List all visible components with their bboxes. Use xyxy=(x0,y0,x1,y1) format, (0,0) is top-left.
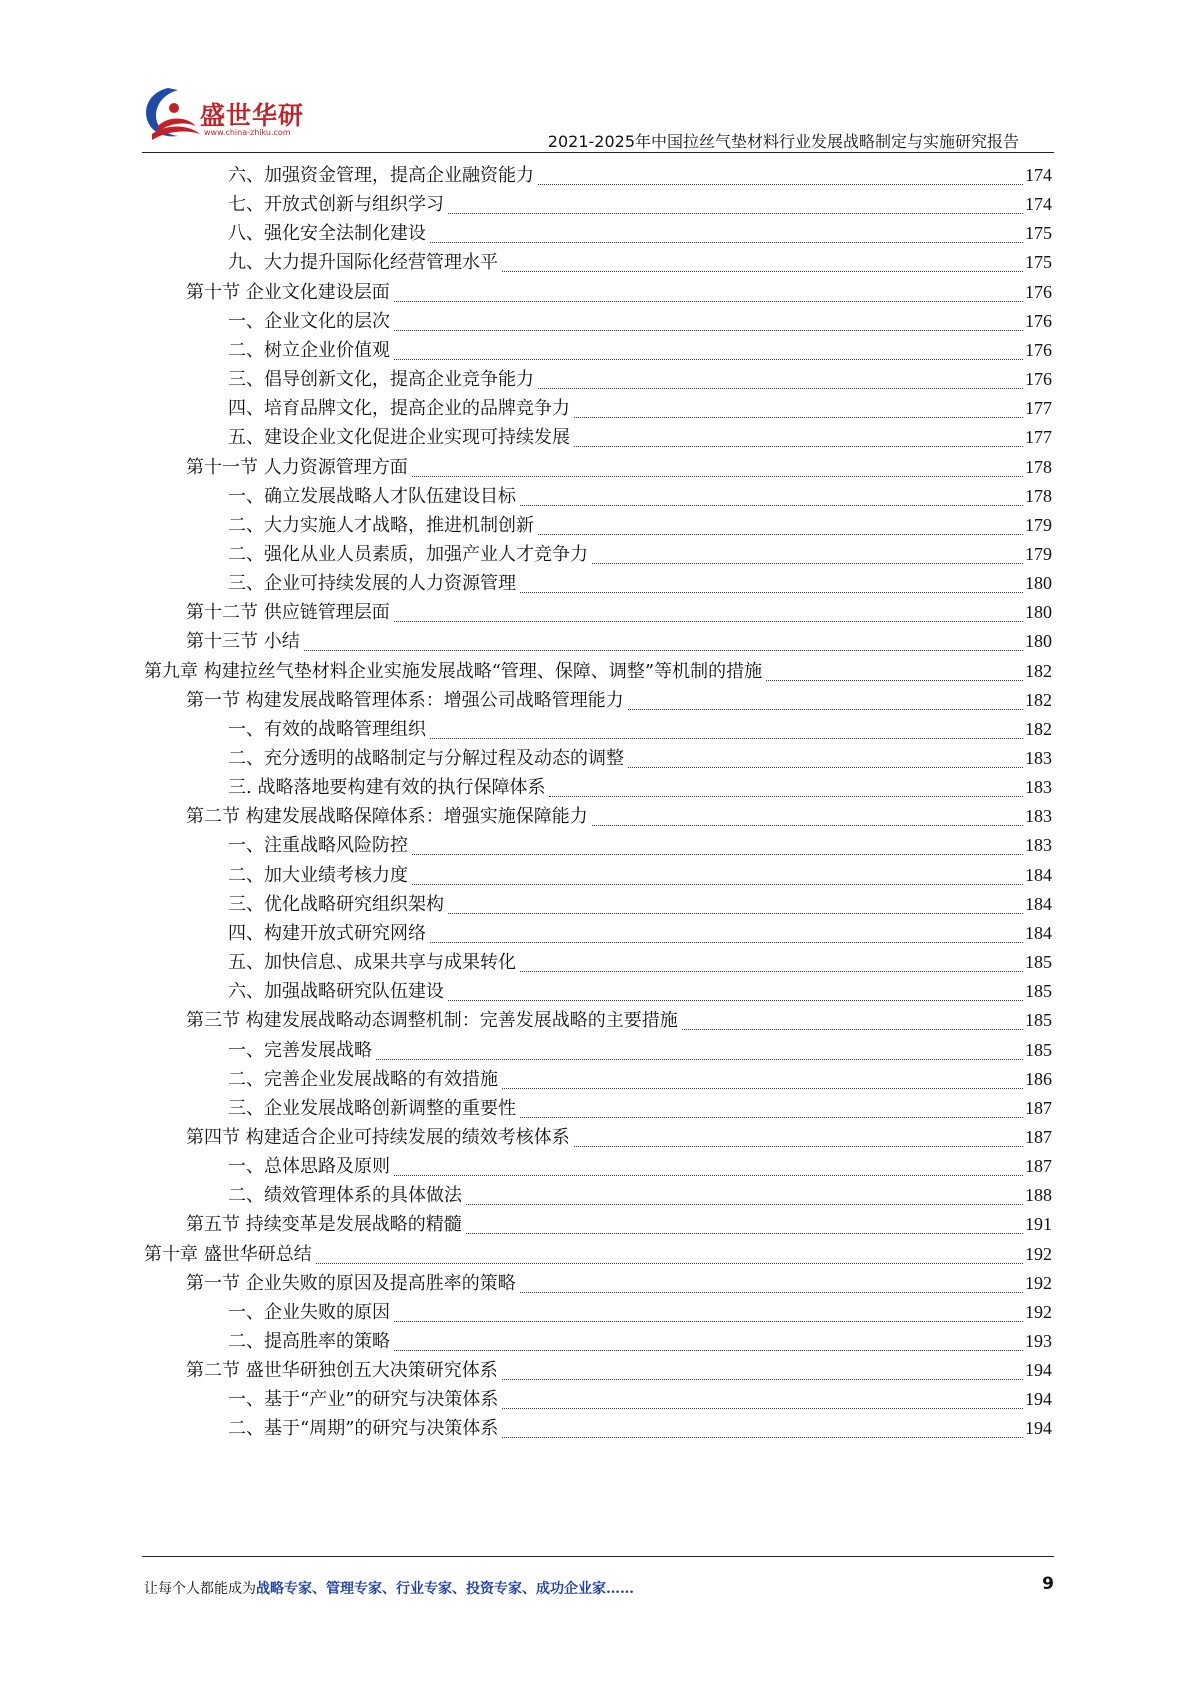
toc-dot-leader xyxy=(592,562,1023,564)
toc-dot-leader xyxy=(574,416,1023,418)
toc-dot-leader xyxy=(502,270,1023,272)
toc-entry-page: 183 xyxy=(1025,748,1052,768)
toc-entry[interactable] xyxy=(228,218,1052,249)
toc-entry[interactable] xyxy=(228,335,1052,366)
toc-entry-label: 第五节 持续变革是发展战略的精髓 xyxy=(186,1214,462,1236)
toc-entry-label: 四、构建开放式研究网络 xyxy=(228,922,426,944)
toc-entry[interactable] xyxy=(228,889,1052,920)
toc-entry[interactable] xyxy=(228,422,1052,453)
toc-entry[interactable] xyxy=(186,452,1052,483)
toc-dot-leader xyxy=(394,358,1023,360)
toc-dot-leader xyxy=(502,1087,1023,1089)
toc-entry-page: 192 xyxy=(1025,1301,1052,1322)
toc-entry[interactable] xyxy=(228,364,1052,395)
toc-entry-label: 三、企业发展战略创新调整的重要性 xyxy=(228,1097,516,1119)
toc-dot-leader xyxy=(466,1232,1023,1234)
toc-dot-leader xyxy=(316,1262,1023,1264)
toc-dot-leader xyxy=(394,300,1023,302)
toc-entry[interactable] xyxy=(186,1209,1052,1240)
toc-entry[interactable] xyxy=(228,1093,1052,1124)
toc-entry-label: 二、完善企业发展战略的有效措施 xyxy=(228,1068,498,1090)
toc-entry-page: 175 xyxy=(1025,252,1052,273)
toc-entry-label: 第十三节 小结 xyxy=(186,631,300,653)
toc-entry[interactable] xyxy=(228,1297,1052,1328)
toc-dot-leader xyxy=(682,1028,1023,1030)
toc-entry[interactable] xyxy=(228,568,1052,599)
toc-dot-leader xyxy=(520,504,1023,506)
toc-entry-label: 三、优化战略研究组织架构 xyxy=(228,893,444,915)
toc-dot-leader xyxy=(538,387,1023,389)
toc-entry[interactable] xyxy=(144,1239,1052,1270)
toc-dot-leader xyxy=(466,1203,1023,1205)
toc-dot-leader xyxy=(412,475,1023,477)
toc-entry-label: 二、大力实施人才战略，推进机制创新 xyxy=(228,514,534,536)
toc-entry[interactable] xyxy=(228,976,1052,1007)
toc-entry-label: 二、加大业绩考核力度 xyxy=(228,864,408,886)
toc-entry-page: 182 xyxy=(1025,660,1052,681)
toc-entry-page: 184 xyxy=(1025,922,1052,943)
toc-dot-leader xyxy=(520,1116,1023,1118)
logo-text: 盛世华研 xyxy=(200,101,305,130)
toc-entry-label: 三、企业可持续发展的人力资源管理 xyxy=(228,573,516,595)
toc-entry-page: 194 xyxy=(1025,1418,1052,1439)
toc-dot-leader xyxy=(304,649,1023,651)
toc-dot-leader xyxy=(430,941,1023,943)
toc-entry-label: 五、加快信息、成果共享与成果转化 xyxy=(228,952,516,974)
toc-entry-page: 187 xyxy=(1025,1126,1052,1147)
toc-entry-label: 四、培育品牌文化，提高企业的品牌竞争力 xyxy=(228,398,570,420)
toc-entry-page: 178 xyxy=(1025,456,1052,477)
toc-entry[interactable] xyxy=(228,247,1052,278)
toc-entry-page: 193 xyxy=(1025,1331,1052,1351)
toc-entry-label: 第十节 企业文化建设层面 xyxy=(186,281,390,303)
footer-slogan xyxy=(144,1578,634,1598)
toc-entry[interactable] xyxy=(228,918,1052,949)
toc-entry[interactable] xyxy=(186,1355,1052,1386)
toc-entry-page: 183 xyxy=(1025,777,1052,798)
toc-entry-page: 175 xyxy=(1025,223,1052,244)
toc-entry[interactable] xyxy=(228,539,1052,570)
toc-entry-page: 182 xyxy=(1025,689,1052,710)
toc-entry-page: 183 xyxy=(1025,835,1052,856)
toc-entry[interactable] xyxy=(228,772,1052,803)
report-title: 2021-2025年中国拉丝气垫材料行业发展战略制定与实施研究报告 xyxy=(547,132,1019,151)
toc-entry-label: 第二节 盛世华研独创五大决策研究体系 xyxy=(186,1360,498,1382)
toc-entry-page: 185 xyxy=(1025,1010,1052,1031)
toc-entry[interactable] xyxy=(228,743,1052,774)
toc-entry-page: 192 xyxy=(1025,1272,1052,1293)
toc-entry[interactable] xyxy=(228,510,1052,541)
toc-entry-page: 185 xyxy=(1025,952,1052,973)
toc-entry-page: 176 xyxy=(1025,369,1052,390)
toc-entry-page: 179 xyxy=(1025,543,1052,564)
toc-entry-page: 194 xyxy=(1025,1389,1052,1410)
toc-entry-label: 一、基于“产业”的研究与决策体系 xyxy=(228,1389,499,1411)
toc-entry[interactable] xyxy=(228,306,1052,337)
toc-entry[interactable] xyxy=(228,1326,1052,1357)
toc-entry[interactable] xyxy=(228,1180,1052,1211)
toc-entry[interactable] xyxy=(186,801,1052,832)
toc-entry-label: 第四节 构建适合企业可持续发展的绩效考核体系 xyxy=(186,1126,570,1148)
toc-entry-page: 176 xyxy=(1025,339,1052,360)
toc-entry-label: 第一节 企业失败的原因及提高胜率的策略 xyxy=(186,1272,516,1294)
logo-url: www.china-zhiku.com xyxy=(204,128,291,137)
footer-slogan-highlight: 战略专家、管理专家、行业专家、投资专家、成功企业家…… xyxy=(256,1581,634,1597)
toc-entry-page: 194 xyxy=(1025,1360,1052,1381)
toc-dot-leader xyxy=(538,183,1023,185)
toc-dot-leader xyxy=(592,824,1023,826)
toc-entry-label: 五、建设企业文化促进企业实现可持续发展 xyxy=(228,427,570,449)
toc-entry[interactable] xyxy=(228,714,1052,745)
toc-dot-leader xyxy=(574,1145,1023,1147)
toc-entry-label: 二、树立企业价值观 xyxy=(228,339,390,361)
toc-entry-page: 192 xyxy=(1025,1243,1052,1264)
toc-entry[interactable] xyxy=(228,830,1052,861)
toc-entry-label: 一、企业文化的层次 xyxy=(228,310,390,332)
page-header xyxy=(0,0,1191,160)
toc-dot-leader xyxy=(502,1436,1023,1438)
toc-entry-page: 177 xyxy=(1025,427,1052,448)
toc-entry-page: 188 xyxy=(1025,1185,1052,1206)
footer-divider xyxy=(142,1556,1054,1557)
toc-entry-page: 178 xyxy=(1025,485,1052,506)
toc-entry-page: 183 xyxy=(1025,806,1052,827)
toc-entry-page: 180 xyxy=(1025,602,1052,623)
toc-entry-label: 第一节 构建发展战略管理体系：增强公司战略管理能力 xyxy=(186,689,624,711)
toc-entry-label: 二、提高胜率的策略 xyxy=(228,1331,390,1352)
toc-entry[interactable] xyxy=(186,1268,1052,1299)
toc-entry-page: 184 xyxy=(1025,893,1052,914)
toc-entry-page: 187 xyxy=(1025,1156,1052,1177)
footer-slogan-prefix: 让每个人都能成为 xyxy=(144,1581,256,1597)
toc-dot-leader xyxy=(394,1349,1023,1351)
toc-dot-leader xyxy=(430,241,1023,243)
toc-dot-leader xyxy=(502,1378,1023,1380)
toc-dot-leader xyxy=(412,883,1023,885)
toc-entry-label: 第十二节 供应链管理层面 xyxy=(186,602,390,624)
toc-entry-page: 176 xyxy=(1025,310,1052,331)
toc-dot-leader xyxy=(628,766,1023,768)
toc-entry-label: 一、注重战略风险防控 xyxy=(228,835,408,857)
toc-entry-label: 二、充分透明的战略制定与分解过程及动态的调整 xyxy=(228,748,624,769)
toc-dot-leader xyxy=(520,1291,1023,1293)
toc-entry-label: 六、加强战略研究队伍建设 xyxy=(228,981,444,1003)
toc-entry-page: 185 xyxy=(1025,1039,1052,1060)
toc-entry-page: 174 xyxy=(1025,165,1052,185)
toc-entry-label: 一、企业失败的原因 xyxy=(228,1301,390,1323)
toc-entry-page: 186 xyxy=(1025,1068,1052,1089)
toc-dot-leader xyxy=(448,212,1023,214)
toc-entry-label: 第三节 构建发展战略动态调整机制：完善发展战略的主要措施 xyxy=(186,1010,678,1032)
toc-entry-page: 177 xyxy=(1025,398,1052,419)
toc-entry-label: 九、大力提升国际化经营管理水平 xyxy=(228,252,498,274)
toc-dot-leader xyxy=(448,912,1023,914)
toc-entry-page: 180 xyxy=(1025,573,1052,594)
toc-entry-label: 三、倡导创新文化，提高企业竞争能力 xyxy=(228,369,534,391)
toc-dot-leader xyxy=(412,853,1023,855)
toc-entry-label: 一、有效的战略管理组织 xyxy=(228,718,426,740)
toc-dot-leader xyxy=(538,533,1023,535)
toc-entry-label: 八、强化安全法制化建设 xyxy=(228,223,426,245)
toc-entry-page: 179 xyxy=(1025,514,1052,535)
toc-entry-page: 185 xyxy=(1025,981,1052,1002)
toc-entry[interactable] xyxy=(228,160,1052,191)
toc-entry[interactable] xyxy=(186,685,1052,716)
header-divider xyxy=(142,152,1054,153)
toc-dot-leader xyxy=(394,1174,1023,1176)
toc-entry-page: 180 xyxy=(1025,631,1052,652)
toc-entry-page: 182 xyxy=(1025,718,1052,739)
toc-entry-label: 第十章 盛世华研总结 xyxy=(144,1243,312,1265)
toc-entry[interactable] xyxy=(144,656,1052,687)
toc-entry-page: 184 xyxy=(1025,864,1052,885)
page-number: 9 xyxy=(1042,1574,1054,1594)
toc-entry[interactable] xyxy=(228,1035,1052,1066)
toc-entry-label: 第十一节 人力资源管理方面 xyxy=(186,456,408,478)
toc-dot-leader xyxy=(376,1058,1023,1060)
toc-dot-leader xyxy=(549,795,1023,797)
toc-entry[interactable] xyxy=(186,1122,1052,1153)
toc-dot-leader xyxy=(394,329,1023,331)
toc-entry[interactable] xyxy=(186,626,1052,657)
toc-entry-label: 一、完善发展战略 xyxy=(228,1039,372,1061)
toc-dot-leader xyxy=(430,737,1023,739)
toc-entry-page: 174 xyxy=(1025,194,1052,215)
toc-dot-leader xyxy=(448,999,1023,1001)
toc-entry-page: 187 xyxy=(1025,1097,1052,1118)
toc-entry-label: 一、总体思路及原则 xyxy=(228,1156,390,1178)
toc-entry-page: 176 xyxy=(1025,281,1052,302)
toc-entry-label: 二、强化从业人员素质，加强产业人才竞争力 xyxy=(228,543,588,565)
toc-entry[interactable] xyxy=(186,597,1052,628)
toc-entry-label: 二、基于“周期”的研究与决策体系 xyxy=(228,1418,499,1440)
toc-entry-page: 191 xyxy=(1025,1214,1052,1235)
toc-entry-label: 第二节 构建发展战略保障体系：增强实施保障能力 xyxy=(186,806,588,828)
toc-dot-leader xyxy=(520,970,1023,972)
toc-entry-label: 六、加强资金管理，提高企业融资能力 xyxy=(228,165,534,186)
toc-entry[interactable] xyxy=(228,860,1052,891)
toc-entry[interactable] xyxy=(228,481,1052,512)
toc-entry-label: 七、开放式创新与组织学习 xyxy=(228,194,444,216)
toc-dot-leader xyxy=(394,1320,1023,1322)
toc-entry[interactable] xyxy=(228,1384,1052,1415)
toc-entry[interactable] xyxy=(228,1151,1052,1182)
toc-dot-leader xyxy=(574,445,1023,447)
toc-dot-leader xyxy=(394,620,1023,622)
toc-dot-leader xyxy=(766,679,1023,681)
toc-entry[interactable] xyxy=(186,277,1052,308)
toc-entry-label: 三. 战略落地要构建有效的执行保障体系 xyxy=(228,777,546,799)
toc-entry-label: 一、确立发展战略人才队伍建设目标 xyxy=(228,485,516,507)
toc-entry[interactable] xyxy=(228,1064,1052,1095)
toc-entry-label: 第九章 构建拉丝气垫材料企业实施发展战略“管理、保障、调整”等机制的措施 xyxy=(144,660,763,682)
toc-entry-label: 二、绩效管理体系的具体做法 xyxy=(228,1185,462,1207)
toc-dot-leader xyxy=(502,1407,1023,1409)
toc-entry[interactable] xyxy=(186,1005,1052,1036)
toc-entry[interactable] xyxy=(228,189,1052,220)
toc-dot-leader xyxy=(520,591,1023,593)
toc-entry[interactable] xyxy=(228,947,1052,978)
toc-entry[interactable] xyxy=(228,393,1052,424)
toc-entry[interactable] xyxy=(228,1413,1052,1444)
toc-dot-leader xyxy=(628,708,1023,710)
